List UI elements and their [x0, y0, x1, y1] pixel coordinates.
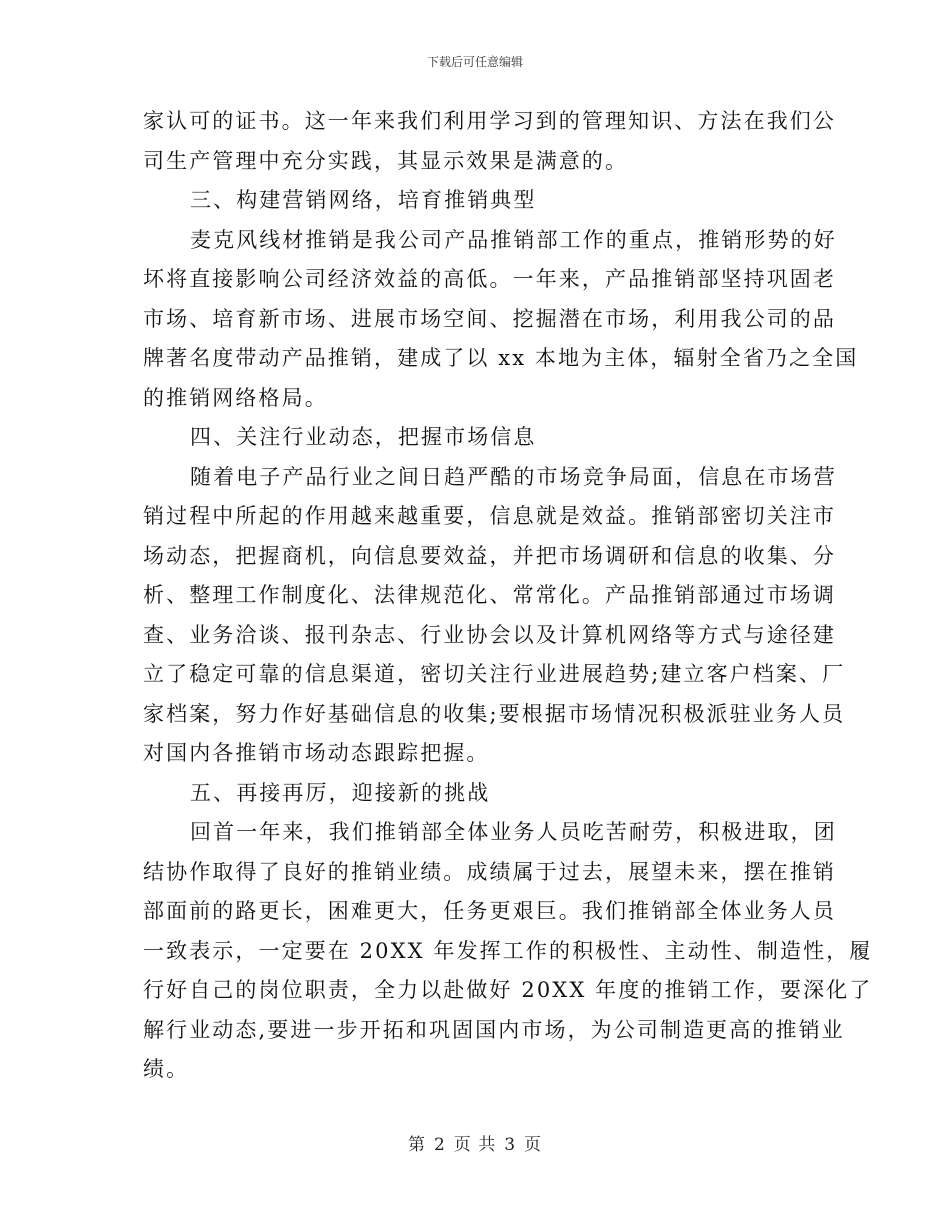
- footer-middle: 页 共: [453, 1135, 497, 1155]
- text-line: 市场、培育新市场、进展市场空间、挖掘潜在市场，利用我公司的品: [143, 306, 836, 331]
- text-line: 一致表示，一定要在 20XX 年发挥工作的积极性、主动性、制造性，履: [143, 938, 873, 963]
- footer-prefix: 第: [407, 1135, 426, 1155]
- text-line: 家档案，努力作好基础信息的收集;要根据市场情况积极派驻业务人员: [143, 701, 846, 726]
- text-line: 的推销网络格局。: [143, 385, 328, 410]
- text-line: 场动态，把握商机，向信息要效益，并把市场调研和信息的收集、分: [143, 543, 836, 568]
- text-line: 销过程中所起的作用越来越重要，信息就是效益。推销部密切关注市: [143, 504, 836, 528]
- text-line: 行好自己的岗位职责，全力以赴做好 20XX 年度的推销工作，要深化了: [143, 978, 873, 1002]
- text-line: 结协作取得了良好的推销业绩。成绩属于过去，展望未来，摆在推销: [143, 859, 836, 884]
- page-footer: [0, 1130, 950, 1155]
- text-line: 麦克风线材推销是我公司产品推销部工作的重点，推销形势的好: [190, 227, 837, 252]
- text-line: 司生产管理中充分实践，其显示效果是满意的。: [143, 148, 629, 173]
- text-line: 解行业动态,要进一步开拓和巩固国内市场，为公司制造更高的推销业: [143, 1017, 845, 1042]
- text-line: 查、业务洽谈、报刊杂志、行业协会以及计算机网络等方式与途径建: [143, 622, 836, 647]
- text-line: 立了稳定可靠的信息渠道，密切关注行业进展趋势;建立客户档案、厂: [143, 662, 846, 686]
- text-line: 绩。: [143, 1057, 190, 1081]
- text-line: 坏将直接影响公司经济效益的高低。一年来，产品推销部坚持巩固老: [143, 267, 836, 291]
- text-line: 析、整理工作制度化、法律规范化、常常化。产品推销部通过市场调: [143, 583, 836, 607]
- footer-current-page: 2: [433, 1135, 446, 1155]
- text-line: 五、再接再厉，迎接新的挑战: [190, 780, 491, 805]
- text-line: 回首一年来，我们推销部全体业务人员吃苦耐劳，积极进取，团: [190, 820, 837, 844]
- footer-total-pages: 3: [504, 1135, 517, 1155]
- document-body: [143, 102, 873, 1090]
- text-line: 牌著名度带动产品推销，建成了以 xx 本地为主体，辐射全省乃之全国: [143, 346, 859, 370]
- text-line: 部面前的路更长，困难更大，任务更艰巨。我们推销部全体业务人员: [143, 899, 836, 923]
- text-line: 家认可的证书。这一年来我们利用学习到的管理知识、方法在我们公: [143, 109, 836, 133]
- text-line: 三、构建营销网络，培育推销典型: [190, 188, 537, 212]
- footer-suffix: 页: [524, 1135, 543, 1155]
- header-note: 下载后可任意编辑: [426, 55, 523, 69]
- text-line: 四、关注行业动态，把握市场信息: [190, 425, 537, 449]
- text-line: 随着电子产品行业之间日趋严酷的市场竞争局面，信息在市场营: [190, 464, 837, 489]
- text-line: 对国内各推销市场动态跟踪把握。: [143, 741, 490, 765]
